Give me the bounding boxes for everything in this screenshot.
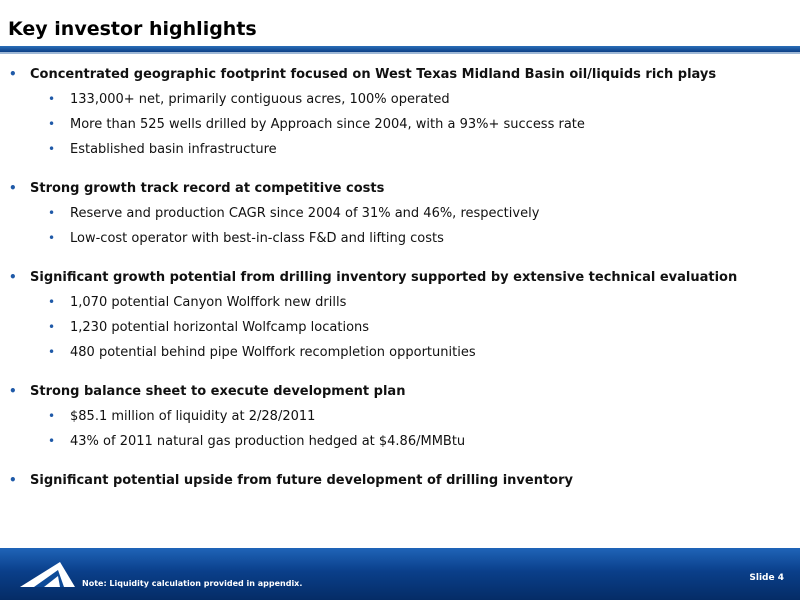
list-item — [0, 379, 800, 404]
bullet-icon: • — [48, 409, 56, 423]
section-growth-potential — [0, 265, 800, 365]
sub-bullet-text: Low-cost operator with best-in-class F&D and lifting costs — [70, 231, 444, 246]
list-item — [0, 62, 800, 87]
bullet-icon: • — [48, 206, 56, 220]
bullet-icon: • — [48, 231, 56, 245]
sub-bullet-text: $85.1 million of liquidity at 2/28/2011 — [70, 409, 316, 424]
list-item — [0, 340, 800, 365]
list-item — [0, 404, 800, 429]
list-item — [0, 112, 800, 137]
section-heading: Strong growth track record at competitive costs — [30, 181, 385, 196]
section-heading: Strong balance sheet to execute development plan — [30, 384, 406, 399]
bullet-icon: • — [9, 67, 17, 81]
bullet-icon: • — [9, 473, 17, 487]
sub-bullet-text: 480 potential behind pipe Wolffork recompletion opportunities — [70, 345, 476, 360]
bullet-icon: • — [9, 384, 17, 398]
bullet-icon: • — [9, 270, 17, 284]
list-item — [0, 315, 800, 340]
section-upside — [0, 468, 800, 493]
sub-bullet-text: More than 525 wells drilled by Approach since 2004, with a 93%+ success rate — [70, 117, 585, 132]
section-heading: Significant growth potential from drilling inventory supported by extensive technical evaluation — [30, 270, 738, 285]
list-item — [0, 265, 800, 290]
section-heading: Concentrated geographic footprint focused on West Texas Midland Basin oil/liquids rich plays — [30, 67, 717, 82]
mountain-logo-icon — [20, 560, 76, 588]
highlights-list — [0, 62, 800, 507]
list-item — [0, 87, 800, 112]
list-item — [0, 468, 800, 493]
sub-bullet-text: 1,230 potential horizontal Wolfcamp locations — [70, 320, 370, 335]
list-item — [0, 176, 800, 201]
sub-bullet-text: 133,000+ net, primarily contiguous acres, 100% operated — [70, 92, 450, 107]
sub-bullet-text: Established basin infrastructure — [70, 142, 277, 157]
list-item — [0, 429, 800, 454]
sub-bullet-text: Reserve and production CAGR since 2004 of 31% and 46%, respectively — [70, 206, 540, 221]
section-heading: Significant potential upside from future development of drilling inventory — [30, 473, 573, 488]
footer-bar — [0, 548, 800, 600]
bullet-icon: • — [48, 142, 56, 156]
section-growth-track-record — [0, 176, 800, 251]
bullet-icon: • — [9, 181, 17, 195]
bullet-icon: • — [48, 345, 56, 359]
list-item — [0, 226, 800, 251]
section-balance-sheet — [0, 379, 800, 454]
slide-number: Slide 4 — [749, 573, 784, 583]
bullet-icon: • — [48, 320, 56, 334]
title-divider — [0, 46, 800, 52]
list-item — [0, 137, 800, 162]
bullet-icon: • — [48, 434, 56, 448]
list-item — [0, 290, 800, 315]
page-title: Key investor highlights — [8, 18, 257, 40]
bullet-icon: • — [48, 92, 56, 106]
sub-bullet-text: 1,070 potential Canyon Wolffork new drills — [70, 295, 347, 310]
list-item — [0, 201, 800, 226]
footer-note: Note: Liquidity calculation provided in appendix. — [82, 579, 303, 588]
bullet-icon: • — [48, 295, 56, 309]
bullet-icon: • — [48, 117, 56, 131]
sub-bullet-text: 43% of 2011 natural gas production hedged at $4.86/MMBtu — [70, 434, 466, 449]
section-geographic-footprint — [0, 62, 800, 162]
